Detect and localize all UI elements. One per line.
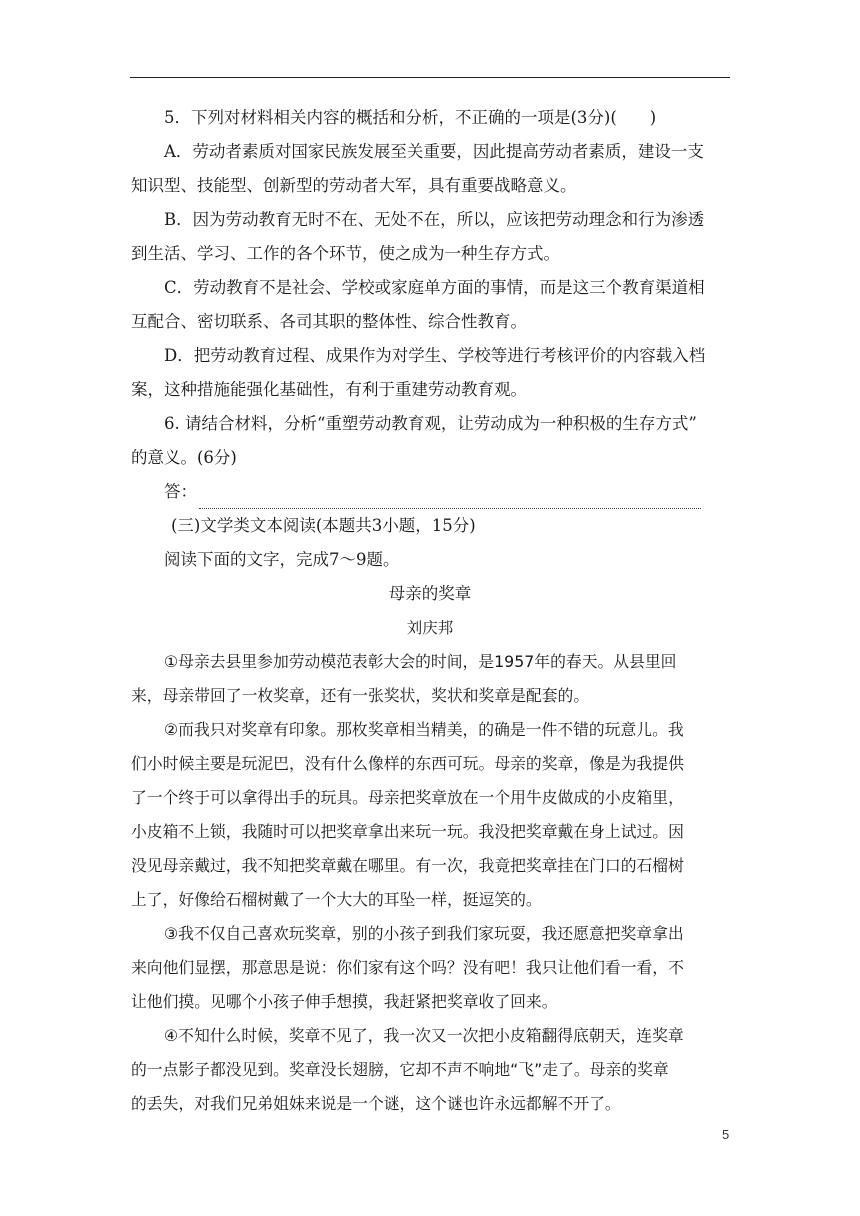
answer-label: 答： (164, 482, 197, 501)
section-3-instruction: 阅读下面的文字，完成7～9题。 (164, 550, 400, 569)
option-b-line: B．因为劳动教育无时不在、无处不在，所以，应该把劳动理念和行为渗透 (164, 210, 705, 229)
option-d-line: D．把劳动教育过程、成果作为对学生、学校等进行考核评价的内容载入档 (164, 346, 706, 365)
story-paragraph-1 (131, 645, 729, 713)
question-6-line: 的意义。(6分) (131, 448, 237, 467)
question-5-option-b (131, 203, 729, 271)
option-c-line: 互配合、密切联系、各司其职的整体性、综合性教育。 (131, 312, 527, 331)
story-line: ③我不仅自己喜欢玩奖章，别的小孩子到我们家玩耍，我还愿意把奖章拿出 (164, 924, 684, 943)
story-line: 小皮箱不上锁，我随时可以把奖章拿出来玩一玩。我没把奖章戴在身上试过。因 (131, 822, 684, 841)
page-number: 5 (722, 1127, 730, 1142)
option-d-line: 案，这种措施能强化基础性，有利于重建劳动教育观。 (131, 380, 527, 399)
answer-dotted-line[interactable] (199, 499, 701, 509)
option-a-line: A．劳动者素质对国家民族发展至关重要，因此提高劳动者素质，建设一支 (164, 142, 704, 161)
page-content (131, 101, 729, 1121)
story-line: 让他们摸。见哪个小孩子伸手想摸，我赶紧把奖章收了回来。 (131, 992, 558, 1011)
story-title: 母亲的奖章 (388, 584, 472, 603)
option-a-line: 知识型、技能型、创新型的劳动者大军，具有重要战略意义。 (131, 176, 577, 195)
story-paragraph-2 (131, 713, 729, 917)
question-5-stem: 5．下列对材料相关内容的概括和分析，不正确的一项是(3分)( ) (164, 108, 657, 127)
question-6-line: 6. 请结合材料，分析“重塑劳动教育观，让劳动成为一种积极的生存方式” (164, 414, 697, 433)
option-b-line: 到生活、学习、工作的各个环节，使之成为一种生存方式。 (131, 244, 560, 263)
story-line: 没见母亲戴过，我不知把奖章戴在哪里。有一次，我竟把奖章挂在门口的石榴树 (131, 856, 684, 875)
header-rule (130, 77, 730, 78)
story-author: 刘庆邦 (406, 619, 454, 637)
story-paragraph-3 (131, 917, 729, 1019)
story-line: ④不知什么时候，奖章不见了，我一次又一次把小皮箱翻得底朝天，连奖章 (164, 1026, 684, 1045)
story-line: 的丢失，对我们兄弟姐妹来说是一个谜，这个谜也许永远都解不开了。 (131, 1094, 621, 1113)
story-body (131, 645, 729, 1121)
story-line: 的一点影子都没见到。奖章没长翅膀，它却不声不响地“飞”走了。母亲的奖章 (131, 1060, 669, 1079)
story-paragraph-4 (131, 1019, 729, 1121)
story-line: 来向他们显摆，那意思是说：你们家有这个吗？没有吧！我只让他们看一看，不 (131, 958, 684, 977)
story-line: 了一个终于可以拿得出手的玩具。母亲把奖章放在一个用牛皮做成的小皮箱里， (131, 788, 684, 807)
question-6 (131, 407, 729, 475)
question-5-option-d (131, 339, 729, 407)
option-c-line: C．劳动教育不是社会、学校或家庭单方面的事情，而是这三个教育渠道相 (164, 278, 705, 297)
answer-area[interactable] (131, 475, 729, 509)
story-line: 上了，好像给石榴树戴了一个大大的耳坠一样，挺逗笑的。 (131, 890, 542, 909)
story-line: 们小时候主要是玩泥巴，没有什么像样的东西可玩。母亲的奖章，像是为我提供 (131, 754, 684, 773)
story-line: ①母亲去县里参加劳动模范表彰大会的时间，是1957年的春天。从县里回 (164, 652, 677, 671)
question-5-option-a (131, 135, 729, 203)
story-line: ②而我只对奖章有印象。那枚奖章相当精美，的确是一件不错的玩意儿。我 (164, 720, 684, 739)
section-3-title: (三)文学类文本阅读(本题共3小题，15分) (171, 516, 476, 535)
story-line: 来，母亲带回了一枚奖章，还有一张奖状，奖状和奖章是配套的。 (131, 686, 590, 705)
question-5-option-c (131, 271, 729, 339)
